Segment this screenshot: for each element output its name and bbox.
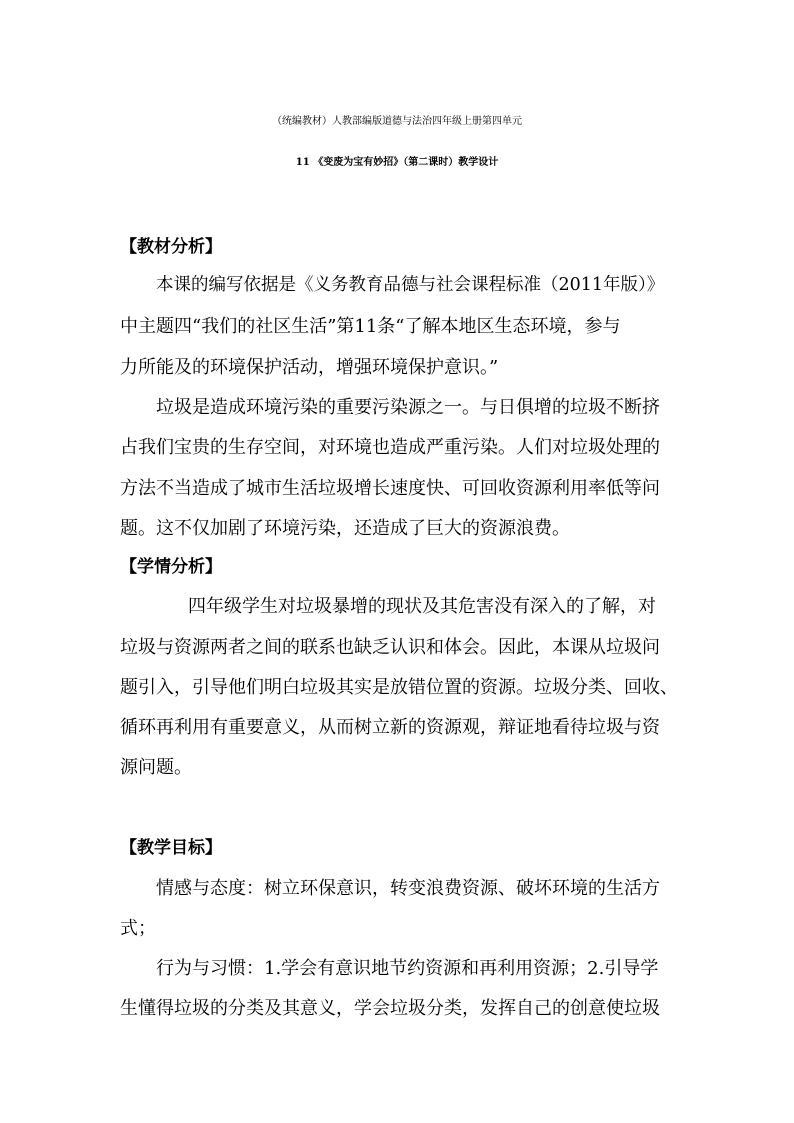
paragraph-line: 生懂得垃圾的分类及其意义，学会垃圾分类，发挥自己的创意使垃圾: [120, 998, 660, 1019]
paragraph-line: 垃圾与资源两者之间的联系也缺乏认识和体会。因此，本课从垃圾问: [120, 637, 660, 658]
paragraph-line: 行为与习惯：1.学会有意识地节约资源和再利用资源；2.引导学: [156, 958, 659, 979]
paragraph-line: 占我们宝贵的生存空间，对环境也造成严重污染。人们对垃圾处理的: [120, 437, 660, 458]
paragraph-line: 力所能及的环境保护活动，增强环境保护意识。”: [120, 357, 499, 378]
paragraph-line: 中主题四“我们的社区生活”第11条“了解本地区生态环境，参与: [120, 316, 621, 337]
paragraph-line: 情感与态度：树立环保意识，转变浪费资源、破坏环境的生活方: [156, 878, 660, 899]
paragraph-line: 垃圾是造成环境污染的重要污染源之一。与日俱增的垃圾不断挤: [156, 397, 660, 418]
paragraph-line: 源问题。: [120, 757, 192, 778]
document-title-line2: 11 《变废为宝有妙招》（第二课时）教学设计: [295, 157, 499, 168]
section-heading-textbook-analysis: 【教材分析】: [120, 237, 222, 257]
paragraph-line: 式；: [120, 918, 156, 939]
section-heading-teaching-goals: 【教学目标】: [120, 838, 222, 858]
section-heading-student-analysis: 【学情分析】: [120, 557, 222, 577]
paragraph-line: 方法不当造成了城市生活垃圾增长速度快、可回收资源利用率低等问: [120, 478, 660, 499]
paragraph-line: 题。这不仅加剧了环境污染，还造成了巨大的资源浪费。: [120, 518, 570, 539]
paragraph-line: 循环再利用有重要意义，从而树立新的资源观，辩证地看待垃圾与资: [120, 717, 660, 738]
document-title-line1: （统编教材）人教部编版道德与法治四年级上册第四单元: [272, 116, 522, 127]
paragraph-line: 题引入，引导他们明白垃圾其实是放错位置的资源。垃圾分类、回收、: [120, 677, 678, 698]
paragraph-line: 四年级学生对垃圾暴增的现状及其危害没有深入的了解，对: [188, 596, 656, 617]
paragraph-line: 本课的编写依据是《义务教育品德与社会课程标准（2011年版）》: [156, 275, 665, 295]
